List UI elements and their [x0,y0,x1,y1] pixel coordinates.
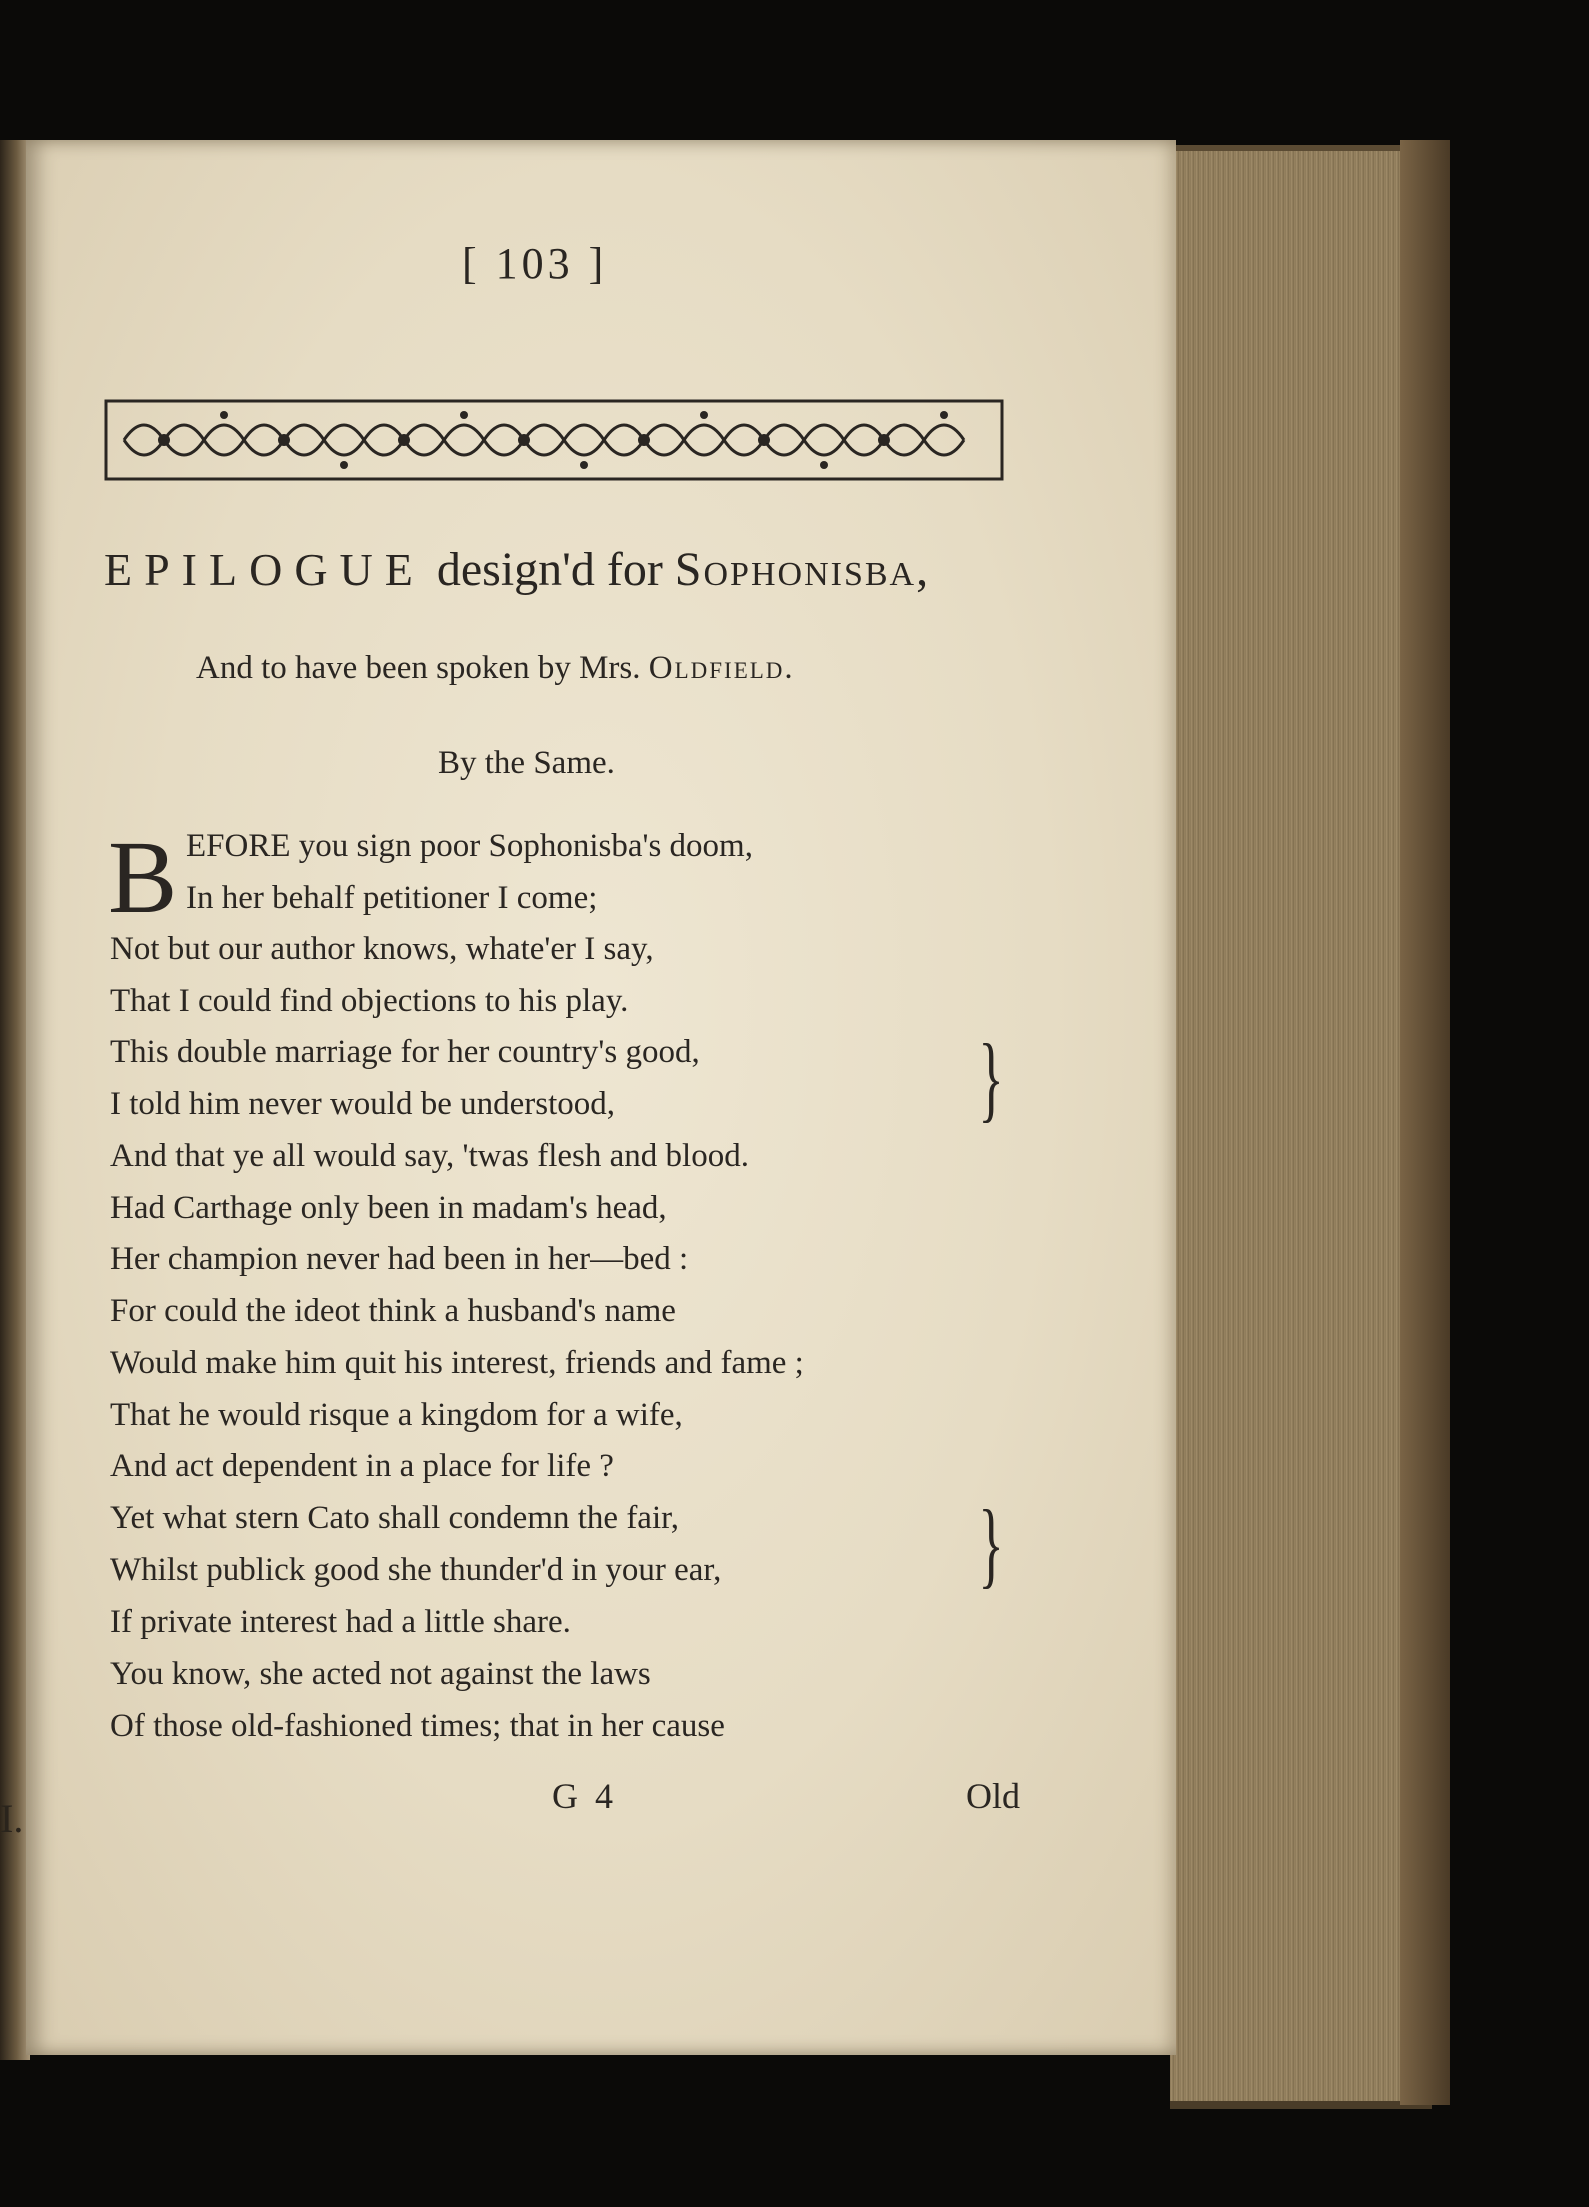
left-margin-mark: I. [0,1796,24,1841]
poem-line: Her champion never had been in her—bed : [110,1241,689,1277]
poem-title [104,542,930,597]
poem-line: In her behalf petitioner I come; [186,880,598,916]
page-block-edge [1170,145,1432,2109]
triplet-brace-icon: } [978,1490,1004,1597]
poem-subtitle [196,650,795,687]
poem-line: I told him never would be understood, [110,1086,615,1122]
page-number: [ 103 ] [462,239,608,288]
poem-line: If private interest had a little share. [110,1604,571,1640]
book-cover-edge [1400,140,1450,2105]
poem-line: And act dependent in a place for life ? [110,1448,614,1484]
title-rest: design'd for [424,543,675,596]
subtitle-name: Oldfield. [648,650,795,686]
title-name: Sophonisba, [674,543,931,596]
poem-line: And that ye all would say, 'twas flesh and blood. [110,1138,749,1174]
subtitle-text: And to have been spoken by Mrs. [196,650,649,686]
poem-line: Yet what stern Cato shall condemn the fair, [110,1500,680,1536]
poem-line: You know, she acted not against the laws [110,1656,651,1692]
poem-line: Not but our author knows, whate'er I say, [110,931,654,967]
byline: By the Same. [438,745,615,781]
poem-line: Of those old-fashioned times; that in her cause [110,1708,725,1744]
ornament-band-icon [104,395,1004,485]
poem-line: That he would risque a kingdom for a wife, [110,1397,683,1433]
title-word: EPILOGUE [104,544,425,595]
catchword: Old [966,1776,1020,1816]
triplet-brace-icon: } [978,1024,1004,1131]
poem-line: For could the ideot think a husband's name [110,1293,676,1329]
poem-line: This double marriage for her country's good, [110,1034,700,1070]
poem-line: EFORE you sign poor Sophonisba's doom, [186,828,753,864]
poem-line: That I could find objections to his play. [110,983,629,1019]
signature-mark: G 4 [552,1776,617,1816]
drop-cap: B [108,820,178,935]
poem-line: Had Carthage only been in madam's head, [110,1190,667,1226]
poem-line: Would make him quit his interest, friends and fame ; [110,1345,804,1381]
poem-line: Whilst publick good she thunder'd in your ear, [110,1552,722,1588]
